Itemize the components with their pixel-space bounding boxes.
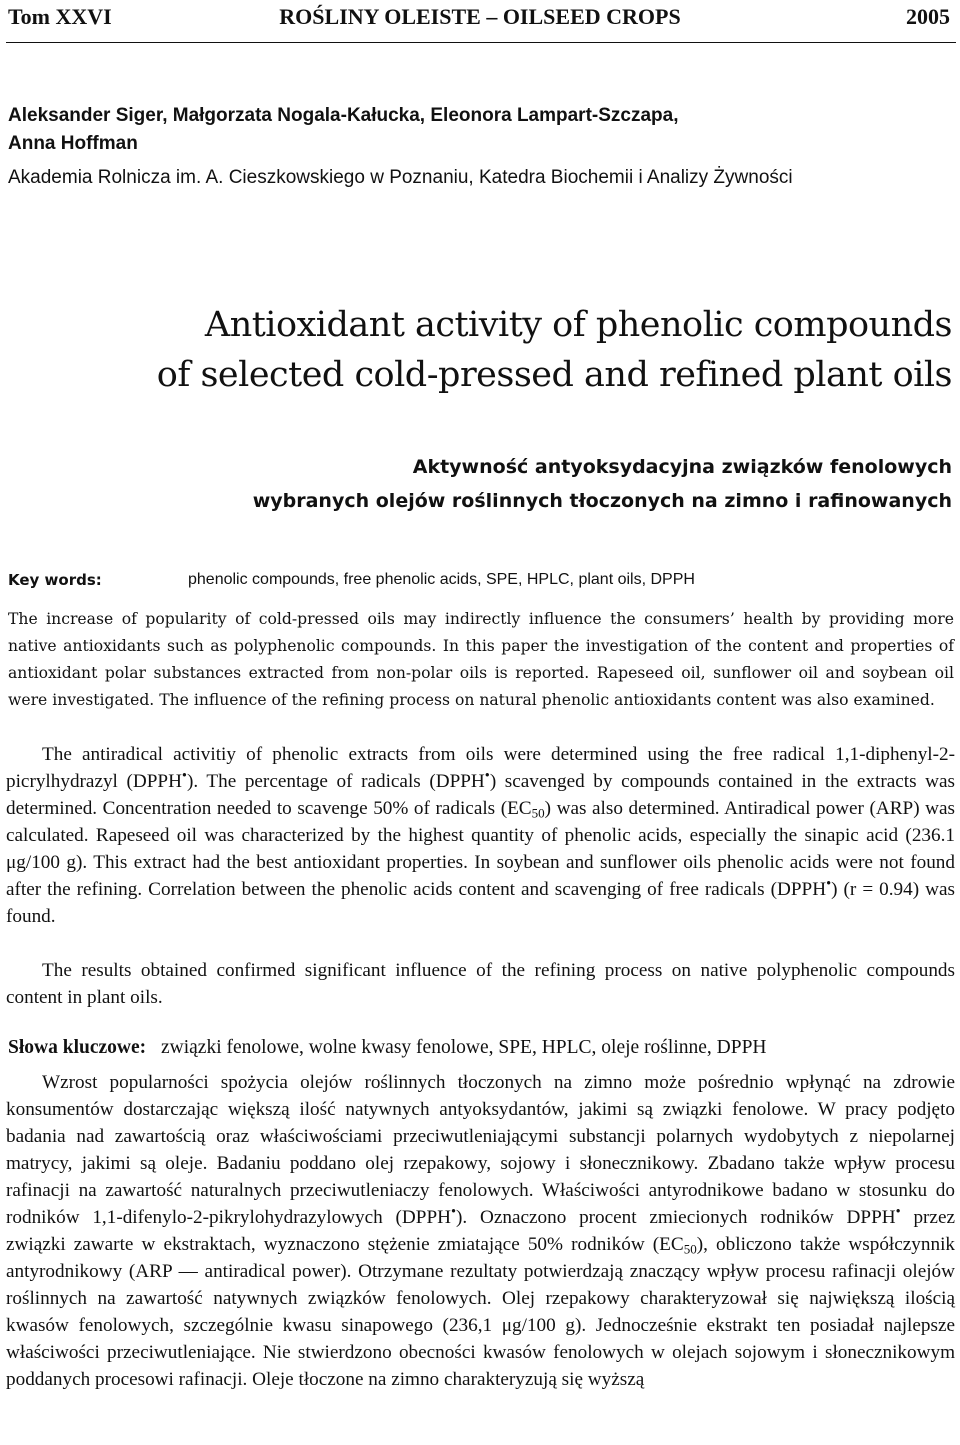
abstract-english-p2: [6, 741, 955, 930]
keywords-polish: [8, 1034, 958, 1061]
keywords-en-text: phenolic compounds, free phenolic acids, SPE, HPLC, plant oils, DPPH: [188, 571, 695, 588]
title-en-line-1: Antioxidant activity of phenolic compounds: [204, 305, 952, 345]
title-en-line-2: of selected cold-pressed and refined plant oils: [156, 355, 952, 395]
p2-segment-d: ) was also determined. Antiradical power (ARP) was calculated. Rapeseed oil was characterized by the highest quantity of phenolic acids, especially the sinapic acid (236.1 μg/100 g). This extract had the best antioxidant properties. In soybean and sunflower oils phenolic acids were not found after the refining. Correlation between the phenolic acids content and scavenging of free radicals (DPPH: [6, 798, 956, 900]
abstract-en-paragraph-2: [6, 741, 955, 930]
pl-segment-c: przez związki zawarte w ekstraktach, wyznaczono stężenie zmiatające 50% rodników (EC: [6, 1207, 955, 1255]
pl-segment-b: ). Oznaczono procent zmiecionych rodników DPPH: [456, 1207, 896, 1228]
radical-dot: •: [484, 767, 490, 784]
abstract-english-p3: [6, 957, 955, 1011]
header-rule: [6, 42, 956, 43]
p2-segment-b: ). The percentage of radicals (DPPH: [186, 771, 485, 792]
p2-segment-e: ) (r = 0.94) was found.: [6, 879, 955, 927]
p2-segment-a: The antiradical activitiy of phenolic extracts from oils were determined using the free radical 1,1-diphenyl-2-picrylhydrazyl (DPPH: [6, 744, 955, 792]
authors-line-2: Anna Hoffman: [8, 133, 138, 154]
title-pl-line-2: wybranych olejów roślinnych tłoczonych na zimno i rafinowanych: [252, 490, 952, 512]
ec50-subscript: 50: [531, 805, 545, 821]
ec50-subscript: 50: [683, 1241, 697, 1257]
affiliation: Akademia Rolnicza im. A. Cieszkowskiego w Poznaniu, Katedra Biochemii i Analizy Żywności: [8, 167, 793, 188]
keywords-pl-text: związki fenolowe, wolne kwasy fenolowe, SPE, HPLC, oleje roślinne, DPPH: [161, 1037, 767, 1058]
abstract-en-paragraph-1: The increase of popularity of cold-pressed oils may indirectly influence the consumers’ health by providing more native antioxidants such as polyphenolic compounds. In this paper the investigation of the content and properties of antioxidant polar substances extracted from non-polar oils is reported. Rapeseed oil, sunflower oil and soybean oil were investigated. The influence of the refining process on natural phenolic antioxidants content was also examined.: [8, 610, 954, 709]
radical-dot: •: [895, 1203, 901, 1220]
abstract-english-p1: [8, 606, 954, 714]
title-polish: [253, 450, 952, 518]
volume-label: Tom XXVI: [8, 4, 112, 29]
keywords-en-label: Key words:: [8, 571, 102, 589]
radical-dot: •: [826, 875, 832, 892]
keywords-pl-label: Słowa kluczowe:: [8, 1037, 147, 1058]
radical-dot: •: [450, 1203, 457, 1220]
p2-segment-c: ) scavenged by compounds contained in the extracts was determined. Concentration needed to scavenge 50% of radicals (EC: [6, 771, 955, 819]
abstract-polish: [6, 1069, 955, 1393]
running-header: [0, 0, 960, 46]
authors-line-1: Aleksander Siger, Małgorzata Nogala-Kałucka, Eleonora Lampart-Szczapa,: [8, 105, 679, 126]
abstract-pl-paragraph: [6, 1069, 955, 1393]
abstract-en-paragraph-3: The results obtained confirmed significant influence of the refining process on native polyphenolic compounds content in plant oils.: [6, 960, 955, 1008]
pl-segment-a: Wzrost popularności spożycia olejów roślinnych tłoczonych na zimno może pośrednio wpłynąć na zdrowie konsumentów dostarczając większą ilość natywnych antyoksydantów, jakimi są związki fenolowe. W pracy podjęto badania nad zawartością oraz właściwościami przeciwutleniającymi substancji polarnych wydobytych z niepolarnej matrycy, jakimi są oleje. Badaniu poddano olej rzepakowy, sojowy i słonecznikowy. Zbadano także wpływ procesu rafinacji na zawartość naturalnych przeciwutleniaczy fenolowych. Właściwości antyrodnikowe badano w stosunku do rodników 1,1-difenylo-2-pikrylohydrazylowych (DPPH: [6, 1072, 955, 1228]
title-english: [157, 300, 952, 400]
journal-name: ROŚLINY OLEISTE – OILSEED CROPS: [279, 4, 681, 29]
radical-dot: •: [181, 767, 187, 784]
year-label: 2005: [906, 4, 950, 29]
title-pl-line-1: Aktywność antyoksydacyjna związków fenolowych: [412, 456, 952, 478]
pl-segment-d: ), obliczono także współczynnik antyrodnikowy (ARP — antiradical power). Otrzymane rezultaty potwierdzają znaczący wpływ procesu rafinacji olejów roślinnych na zawartość natywnych związków fenolowych. Olej rzepakowy charakteryzował się największą ilością kwasów fenolowych, szczególnie kwasu sinapowego (236,1 μg/100 g). Jednocześnie ekstrakt ten posiadał najlepsze właściwości przeciwutleniające. Nie stwierdzono obecności kwasów fenolowych w olejach sojowym i słonecznikowym poddanych procesowi rafinacji. Oleje tłoczone na zimno charakteryzują się wyższą: [6, 1234, 956, 1390]
author-list: [8, 102, 948, 158]
